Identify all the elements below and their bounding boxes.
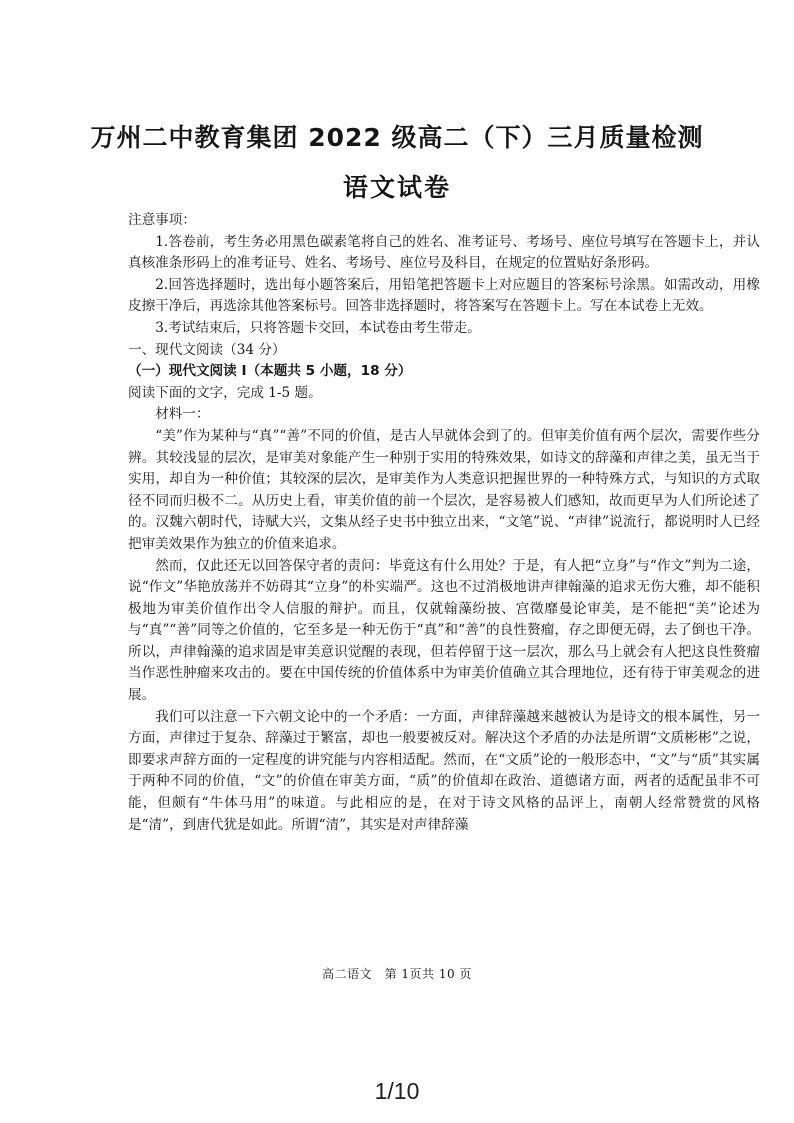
section-subheading: （一）现代文阅读 I（本题共 5 小题，18 分） <box>128 363 412 380</box>
page-indicator: 1/10 <box>374 1078 420 1104</box>
notice-item-1: 1.答卷前，考生务必用黑色碳素笔将自己的姓名、准考证号、考场号、座位号填写在答题卡上，并认真核准条形码上的准考证号、姓名、考场号、座位号及科目，在规定的位置贴好条形码。 <box>128 233 760 272</box>
passage-paragraph-3: 我们可以注意一下六朝文论中的一个矛盾：一方面，声律辞藻越来越被认为是诗文的根本属性，另一方面，声律过于复杂、辞藻过于繁富，却也一般要被反对。解决这个矛盾的办法是所谓“文质彬彬”之说，即要求声辞方面的一定程度的讲究能与内容相适配。然而，在“文质”论的一般形态中，“文”与“质”其实属于两种不同的价值，“文”的价值在审美方面，“质”的价值却在政治、道德诸方面，两者的适配虽非不可能，但颇有“牛体马用”的味道。与此相应的是，在对于诗文风格的品评上，南朝人经常赞赏的风格是“清”，到唐代犹是如此。所谓“清”，其实是对声律辞藻 <box>128 708 760 833</box>
exam-title: 万州二中教育集团 2022 级高二（下）三月质量检测 <box>90 123 704 152</box>
section-heading: 一、现代文阅读（34 分） <box>128 341 286 358</box>
page-footer: 高二语文 第 1页共 10 页 <box>322 967 472 981</box>
notice-heading: 注意事项： <box>128 212 196 228</box>
exam-subtitle: 语文试卷 <box>342 173 451 202</box>
material-label: 材料一： <box>155 406 210 423</box>
notice-item-3: 3.考试结束后，只将答题卡交回，本试卷由考生带走。 <box>155 319 481 336</box>
section-instruction: 阅读下面的文字，完成 1-5 题。 <box>128 384 322 401</box>
exam-content <box>128 210 760 836</box>
notice-item-2: 2.回答选择题时，选出每小题答案后，用铅笔把答题卡上对应题目的答案标号涂黑。如需改动，用橡皮擦干净后，再选涂其他答案标号。回答非选择题时，将答案写在答题卡上。写在本试卷上无效。 <box>128 276 760 315</box>
passage-paragraph-1: “美”作为某种与“真”“善”不同的价值，是古人早就体会到了的。但审美价值有两个层次，需要作些分辨。其较浅显的层次，是审美对象能产生一种别于实用的特殊效果，如诗文的辞藻和声律之美，虽无当于实用，却自为一种价值；其较深的层次，是审美作为人类意识把握世界的一种特殊方式，与知识的方式取径不同而归极不二。从历史上看，审美价值的前一个层次，是容易被人们感知，故而更早为人们所论述了的。汉魏六朝时代，诗赋大兴，文集从经子史书中独立出来，“文笔”说、“声律”说流行，都说明时人已经把审美效果作为独立的价值来追求。 <box>128 427 760 552</box>
passage-paragraph-2: 然而，仅此还无以回答保守者的责问：毕竟这有什么用处？于是，有人把“立身”与“作文”判为二途，说“作文”华艳放荡并不妨碍其“立身”的朴实端严。这也不过消极地讲声律翰藻的追求无伤大雅，却不能积极地为审美价值作出令人信服的辩护。而且，仅就翰藻纷披、宫徵靡曼论审美，是不能把“美”论述为与“真”“善”同等之价值的，它至多是一种无伤于“真”和“善”的良性赘瘤，存之即便无碍，去了倒也干净。所以，声律翰藻的追求固是审美意识觉醒的表现，但若停留于这一层次，那么马上就会有人把这良性赘瘤当作恶性肿瘤来攻击的。要在中国传统的价值体系中为审美价值确立其合理地位，还有待于审美观念的进展。 <box>128 557 760 704</box>
